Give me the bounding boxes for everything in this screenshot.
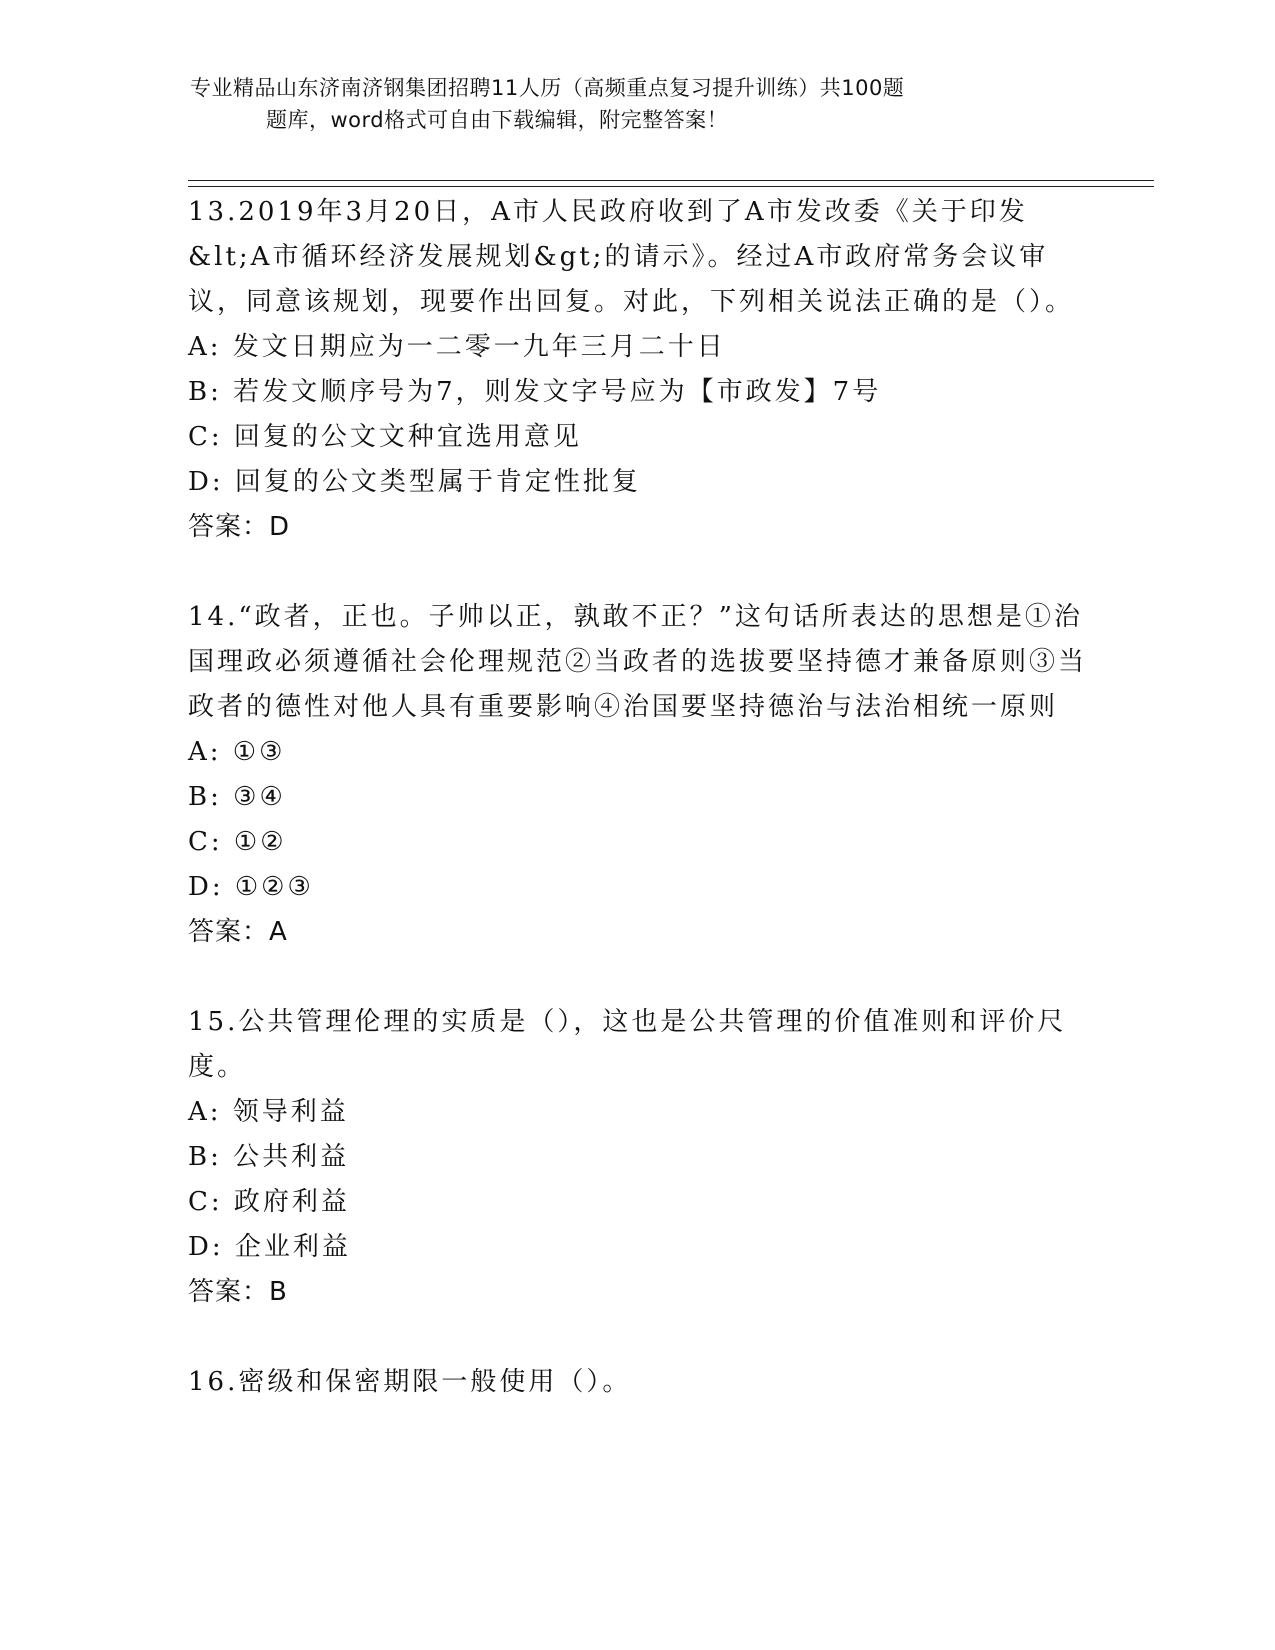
option-a: A: 发文日期应为一二零一九年三月二十日	[188, 332, 726, 362]
option-d: D: 回复的公文类型属于肯定性批复	[188, 467, 641, 497]
answer-label: 答案：B	[188, 1277, 288, 1307]
question-13	[188, 190, 1088, 550]
header-rule-top	[188, 180, 1154, 181]
question-stem: 16.密级和保密期限一般使用（）。	[188, 1367, 632, 1397]
option-c: C: ①②	[188, 827, 287, 857]
question-spacer	[188, 1315, 1088, 1360]
question-list	[188, 190, 1088, 1405]
option-d: D: ①②③	[188, 872, 314, 902]
question-stem: 13.2019年3月20日，A市人民政府收到了A市发改委《关于印发&lt;A市循环经济发展规划&gt;的请示》。经过A市政府常务会议审议，同意该规划，现要作出回复。对此，下列相关说法正确的是（）。	[188, 197, 1075, 317]
header-rule-bottom	[188, 186, 1154, 187]
header-title-line1: 专业精品山东济南济钢集团招聘11人历（高频重点复习提升训练）共100题	[190, 76, 905, 100]
option-b: B: 若发文顺序号为7，则发文字号应为【市政发】7号	[188, 377, 882, 407]
question-stem: 14.“政者，正也。子帅以正，孰敢不正？”这句话所表达的思想是①治国理政必须遵循社会伦理规范②当政者的选拔要坚持德才兼备原则③当政者的德性对他人具有重要影响④治国要坚持德治与法治相统一原则	[188, 602, 1088, 722]
option-a: A: ①③	[188, 737, 286, 767]
answer-label: 答案：A	[188, 917, 288, 947]
option-c: C: 政府利益	[188, 1187, 350, 1217]
answer-label: 答案：D	[188, 512, 291, 542]
option-d: D: 企业利益	[188, 1232, 351, 1262]
question-spacer	[188, 550, 1088, 595]
question-15	[188, 1000, 1088, 1315]
header-title-line2: 题库，word格式可自由下载编辑，附完整答案！	[266, 108, 729, 132]
option-a: A: 领导利益	[188, 1097, 349, 1127]
option-c: C: 回复的公文文种宜选用意见	[188, 422, 582, 452]
question-stem: 15.公共管理伦理的实质是（），这也是公共管理的价值准则和评价尺度。	[188, 1007, 1067, 1082]
option-b: B: ③④	[188, 782, 286, 812]
option-b: B: 公共利益	[188, 1142, 350, 1172]
question-16	[188, 1360, 1088, 1405]
question-14	[188, 595, 1088, 955]
question-spacer	[188, 955, 1088, 1000]
document-header	[190, 72, 1070, 136]
